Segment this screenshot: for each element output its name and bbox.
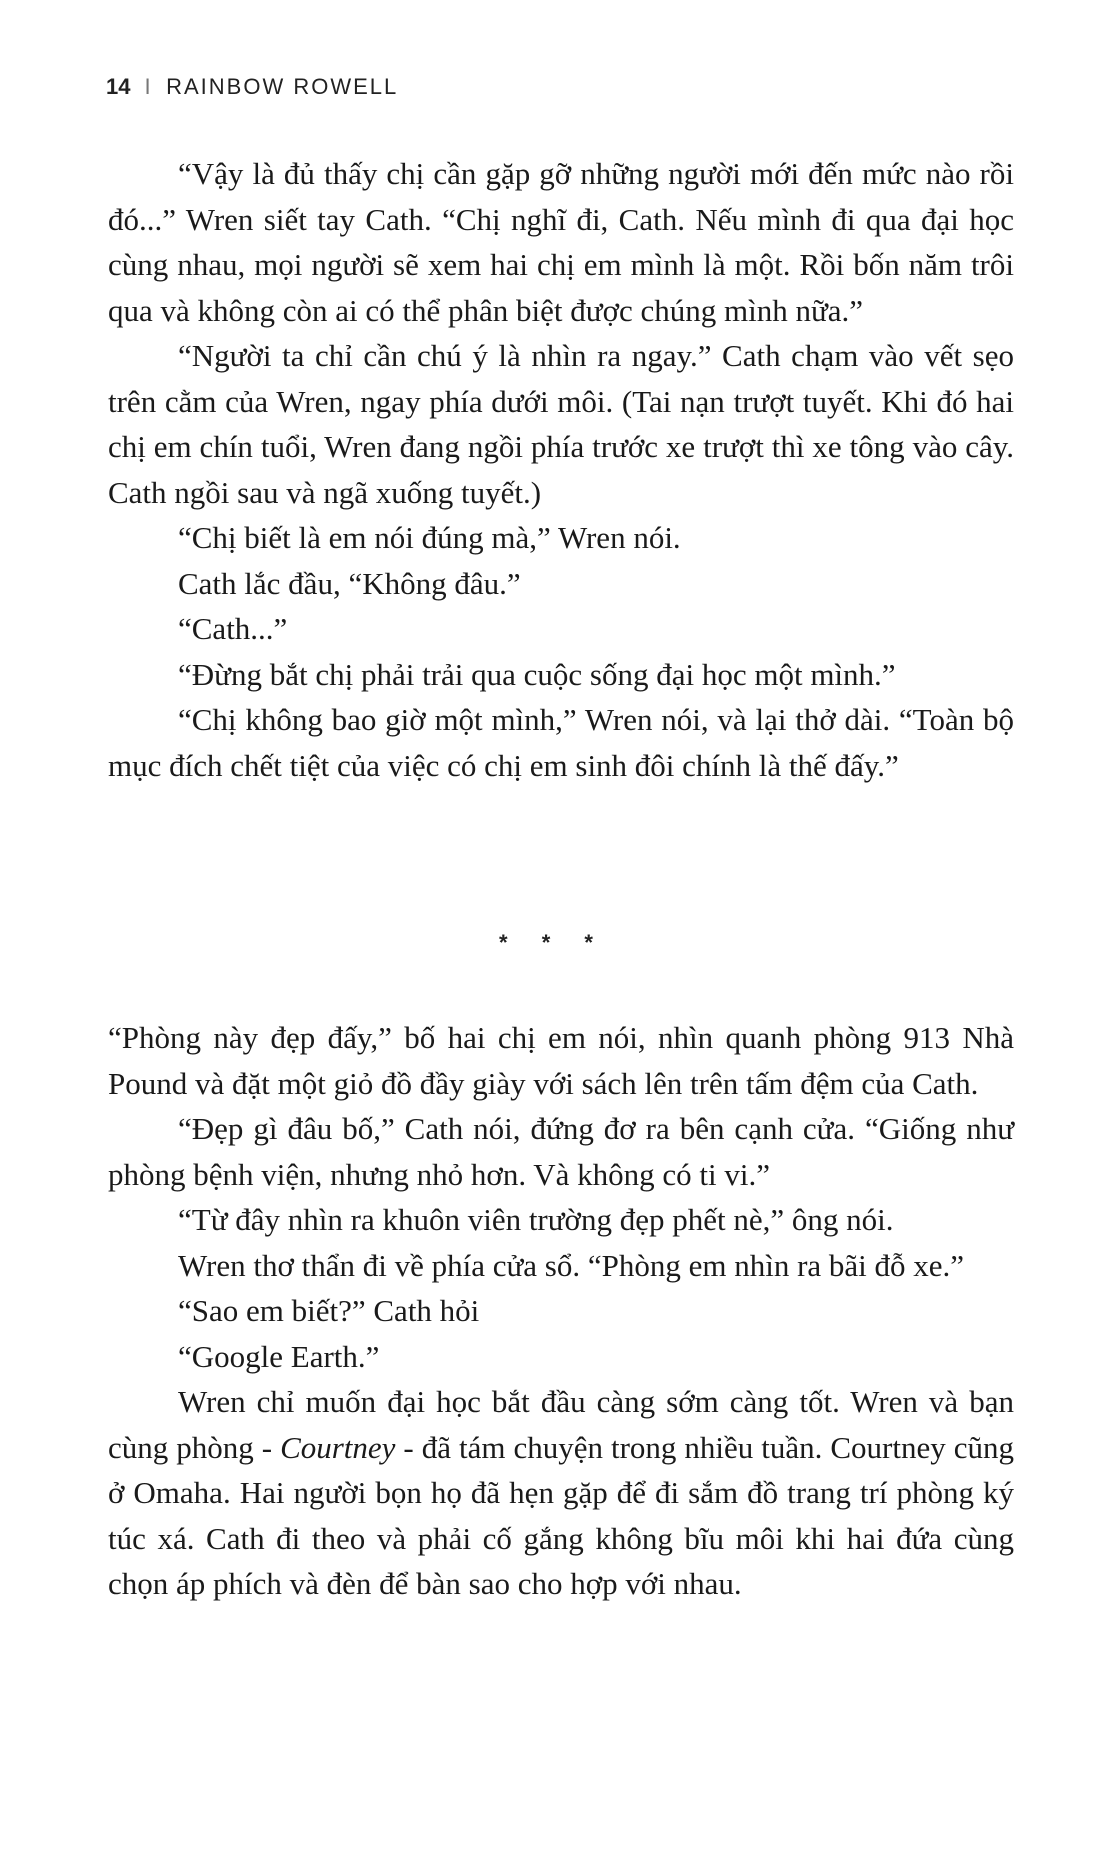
paragraph: “Từ đây nhìn ra khuôn viên trường đẹp phết nè,” ông nói. [178, 1202, 894, 1237]
paragraph: “Chị biết là em nói đúng mà,” Wren nói. [178, 520, 681, 555]
paragraph [108, 1379, 1014, 1607]
author-name: RAINBOW ROWELL [166, 74, 399, 99]
header-separator: I [144, 74, 153, 99]
paragraph: “Phòng này đẹp đấy,” bố hai chị em nói, nhìn quanh phòng 913 Nhà Pound và đặt một giỏ đồ đầy giày với sách lên trên tấm đệm của Cath. [108, 1020, 1014, 1101]
paragraph: “Vậy là đủ thấy chị cần gặp gỡ những người mới đến mức nào rồi đó...” Wren siết tay Cath. “Chị nghĩ đi, Cath. Nếu mình đi qua đại học cùng nhau, mọi người sẽ xem hai chị em mình là một. Rồi bốn năm trôi qua và không còn ai có thể phân biệt được chúng mình nữa.” [108, 156, 1014, 328]
text-run: Wren chỉ muốn đại học bắt đầu càng sớm càng tốt. Wren và bạn cùng phòng - [108, 1384, 1014, 1465]
text-run: - đã tám chuyện trong nhiều tuần. Courtney cũng ở Omaha. Hai người bọn họ đã hẹn gặp để đi sắm đồ trang trí phòng ký túc xá. Cath đi theo và phải cố gắng không bĩu môi khi hai đứa cùng chọn áp phích và đèn để bàn sao cho hợp với nhau. [108, 1429, 1014, 1601]
italic-name: Courtney [280, 1429, 396, 1465]
text-block-1 [108, 151, 1014, 788]
paragraph: “Google Earth.” [178, 1338, 380, 1374]
paragraph: “Đẹp gì đâu bố,” Cath nói, đứng đơ ra bên cạnh cửa. “Giống như phòng bệnh viện, nhưng nhỏ hơn. Và không có ti vi.” [108, 1111, 1014, 1192]
paragraph: “Đừng bắt chị phải trải qua cuộc sống đại học một mình.” [178, 656, 896, 692]
text-block-2 [108, 1015, 1014, 1607]
paragraph: “Chị không bao giờ một mình,” Wren nói, và lại thở dài. “Toàn bộ mục đích chết tiệt của việc có chị em sinh đôi chính là thế đấy.” [108, 702, 1014, 783]
paragraph: Cath lắc đầu, “Không đâu.” [178, 565, 521, 601]
page-number: 14 [106, 74, 131, 99]
scene-break-asterisks: * * * [499, 930, 607, 955]
paragraph: “Sao em biết?” Cath hỏi [178, 1293, 480, 1328]
paragraph: “Cath...” [178, 611, 288, 646]
paragraph: “Người ta chỉ cần chú ý là nhìn ra ngay.” Cath chạm vào vết sẹo trên cằm của Wren, ngay phía dưới môi. (Tai nạn trượt tuyết. Khi đó hai chị em chín tuổi, Wren đang ngồi phía trước xe trượt thì xe tông vào cây. Cath ngồi sau và ngã xuống tuyết.) [108, 338, 1014, 510]
running-header [106, 74, 398, 100]
paragraph: Wren thơ thẩn đi về phía cửa sổ. “Phòng em nhìn ra bãi đỗ xe.” [178, 1247, 965, 1283]
